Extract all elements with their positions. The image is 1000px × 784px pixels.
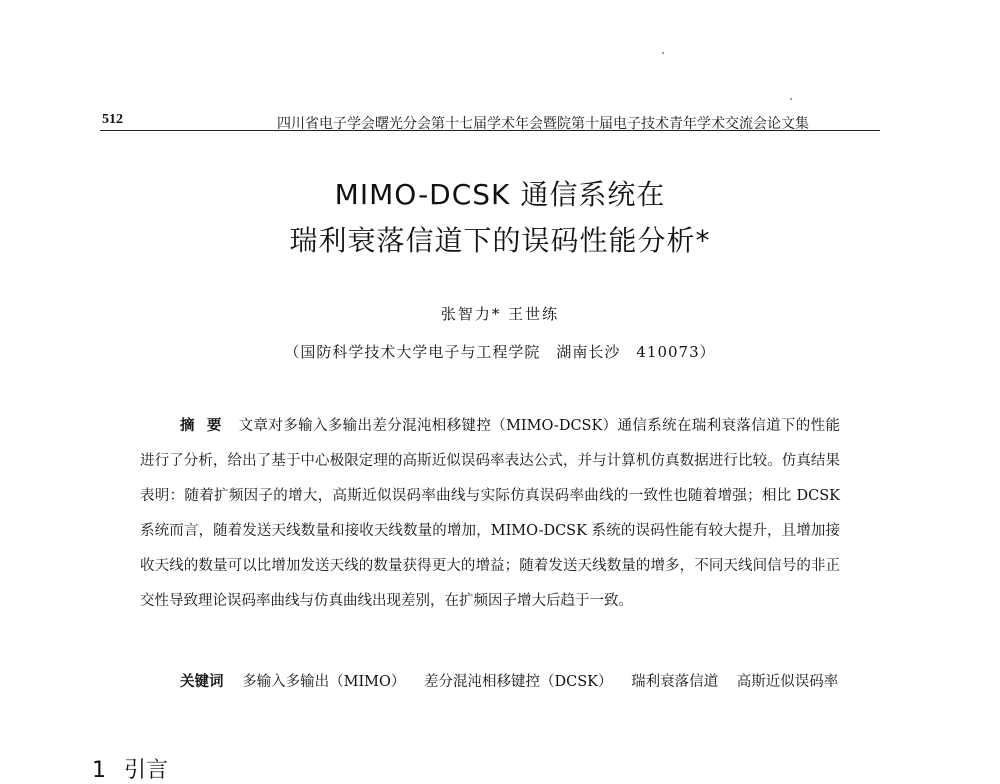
keywords bbox=[140, 664, 840, 700]
keywords-label: 关键词 bbox=[180, 673, 224, 690]
abstract-label: 摘要 bbox=[180, 417, 234, 434]
authors: 张智力* 王世练 bbox=[440, 305, 560, 323]
paper-title-line-1: MIMO-DCSK 通信系统在 bbox=[334, 178, 666, 211]
journal-header: 四川省电子学会曙光分会第十七届学术年会暨院第十届电子技术青年学术交流会论文集 bbox=[277, 116, 809, 132]
paper-title-line-2: 瑞利衰落信道下的误码性能分析* bbox=[289, 224, 711, 257]
keyword-item: 高斯近似误码率 bbox=[736, 674, 839, 690]
abstract-text: 文章对多输入多输出差分混沌相移键控（MIMO-DCSK）通信系统在瑞利衰落信道下的性能进行了分析，给出了基于中心极限定理的高斯近似误码率表达公式，并与计算机仿真数据进行比较。仿真结果表明：随着扩频因子的增大，高斯近似误码率曲线与实际仿真误码率曲线的一致性也随着增强；相比 DCSK 系统而言，随着发送天线数量和接收天线数量的增加，MIMO-DCSK 系统的误码性能有较大提升，且增加接收天线的数量可以比增加发送天线的数量获得更大的增益；随着发送天线数量的增多，不同天线间信号的非正交性导致理论误码率曲线与仿真曲线出现差别，在扩频因子增大后趋于一致。 bbox=[140, 418, 840, 609]
keyword-item: 瑞利衰落信道 bbox=[631, 674, 719, 690]
abstract bbox=[140, 408, 840, 619]
header-rule bbox=[100, 130, 880, 131]
keyword-item: 差分混沌相移键控（DCSK） bbox=[424, 674, 613, 690]
affiliation: （国防科学技术大学电子与工程学院 湖南长沙 410073） bbox=[284, 343, 716, 361]
section-title: 引言 bbox=[124, 758, 169, 783]
section-number: 1 bbox=[92, 758, 106, 783]
page-number: 512 bbox=[102, 112, 123, 127]
scan-speck bbox=[662, 52, 664, 54]
keyword-item: 多输入多输出（MIMO） bbox=[242, 674, 406, 690]
scan-speck bbox=[790, 98, 792, 100]
section-heading bbox=[92, 753, 168, 784]
